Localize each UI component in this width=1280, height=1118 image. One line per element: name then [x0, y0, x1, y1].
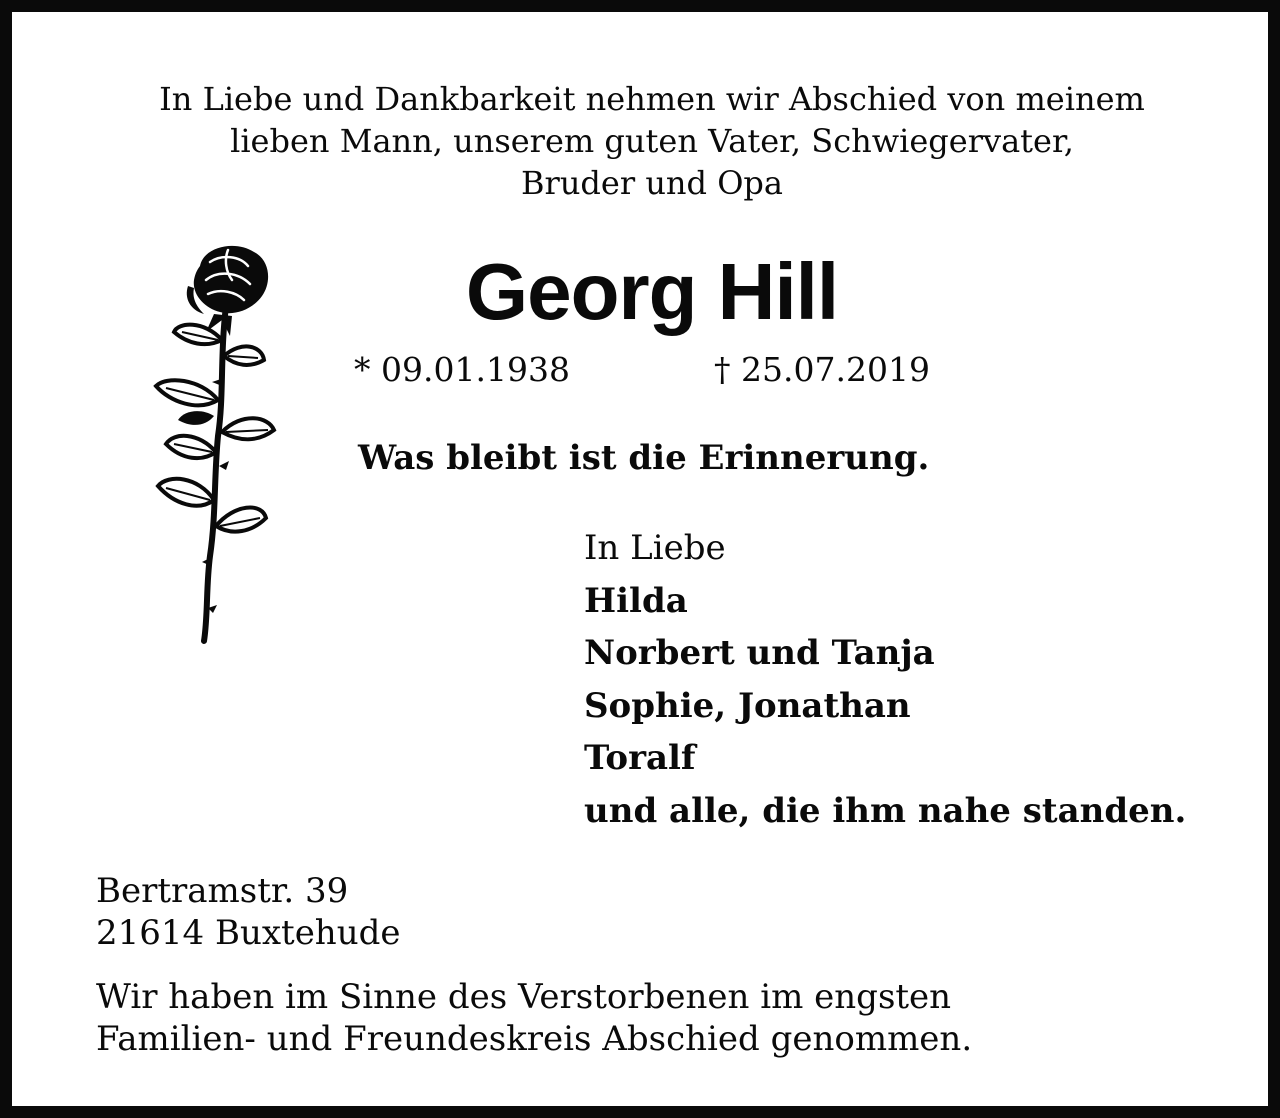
intro-line: lieben Mann, unserem guten Vater, Schwiegervater,: [230, 122, 1074, 160]
signer-name: Sophie, Jonathan: [584, 685, 911, 726]
address-block: [96, 870, 401, 954]
closing-note: [96, 976, 972, 1060]
death-date: † 25.07.2019: [714, 350, 930, 389]
intro-line: Bruder und Opa: [521, 164, 783, 202]
signer-name: Norbert und Tanja: [584, 633, 935, 673]
intro-line: In Liebe und Dankbarkeit nehmen wir Abschied von meinem: [159, 80, 1145, 118]
rose-icon: [144, 236, 284, 648]
address-street: Bertramstr. 39: [96, 871, 349, 911]
signer-name: Toralf: [584, 738, 696, 778]
intro-text: [72, 78, 1232, 204]
birth-date: * 09.01.1938: [354, 350, 570, 389]
closing-note-line: Wir haben im Sinne des Verstorbenen im engsten: [96, 977, 952, 1017]
signer-name: Hilda: [584, 580, 688, 621]
signer-name: und alle, die ihm nahe standen.: [584, 790, 1187, 831]
address-city: 21614 Buxtehude: [96, 913, 401, 953]
deceased-name: Georg Hill: [465, 247, 839, 336]
closing-note-line: Familien- und Freundeskreis Abschied genommen.: [96, 1019, 973, 1059]
signers-block: [584, 522, 1186, 837]
motto: Was bleibt ist die Erinnerung.: [358, 438, 930, 478]
signers-label: In Liebe: [584, 528, 726, 568]
